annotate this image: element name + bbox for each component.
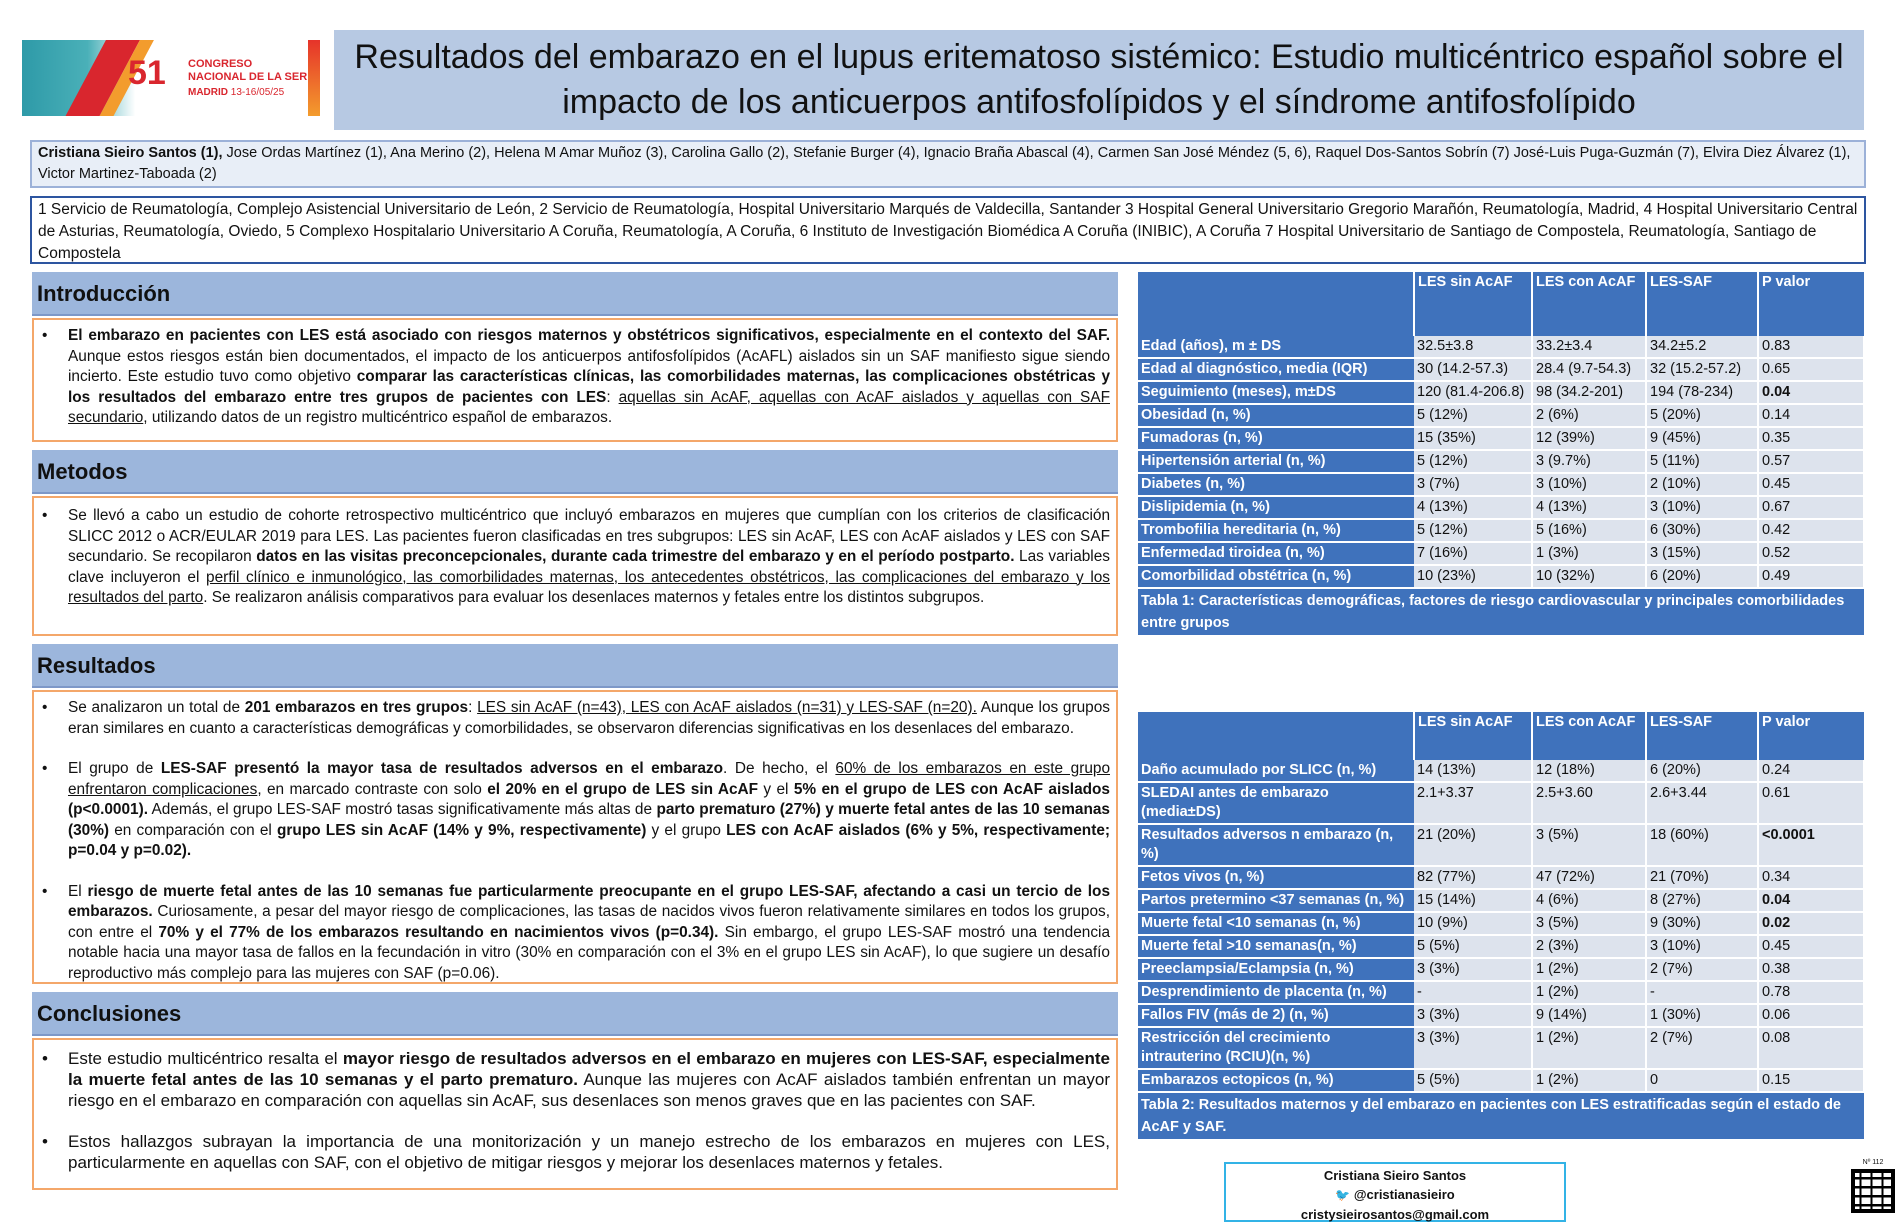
logo-dates: MADRID 13-16/05/25 (188, 87, 285, 98)
table-cell: 9 (45%) (1646, 427, 1758, 450)
poster-title: Resultados del embarazo en el lupus eritematoso sistémico: Estudio multicéntrico español sobre el impacto de los anticuerpos antifosfolípidos y el síndrome antifosfolípido (334, 30, 1864, 130)
results-bullet-3: • El riesgo de muerte fetal antes de las 10 semanas fue particularmente preocupante en el grupo LES-SAF, afectando a casi un tercio de los embarazos. Curiosamente, a pesar del mayor riesgo de complicaciones, las tasas de nacidos vivos fueron relativamente similares en todos los grupos, con entre el 70% y el 77% de los embarazos resultando en nacimientos vivos (p=0.34). Sin embargo, el grupo LES-SAF mostró una tendencia notable hacia una mayor tasa de fallos en la fecundación in vitro (30% en comparación con el 3% en el grupo LES sin AcAF), lo que sugiere un desafío reproductivo más complejo para las mujeres con SAF (p=0.06). (42, 882, 1110, 985)
table-cell: 6 (20%) (1646, 760, 1758, 782)
row-label: Embarazos ectopicos (n, %) (1138, 1069, 1414, 1092)
table-row (1138, 912, 1864, 935)
logo-number: 51 (128, 54, 166, 92)
results-bullet-2: • El grupo de LES-SAF presentó la mayor tasa de resultados adversos en el embarazo. De hecho, el 60% de los embarazos en este grupo enfrentaron complicaciones, en marcado contraste con solo el 20% en el grupo de LES sin AcAF y el 5% en el grupo de LES con AcAF aislados (p<0.0001). Además, el grupo LES-SAF mostró tasas significativamente más altas de parto prematuro (27%) y muerte fetal antes de las 10 semanas (30%) en comparación con el grupo LES sin AcAF (14% y 9%, respectivamente) y el grupo LES con AcAF aislados (6% y 5%, respectivamente; p=0.04 y p=0.02). (42, 759, 1110, 862)
row-label: Preeclampsia/Eclampsia (n, %) (1138, 958, 1414, 981)
row-label: Restricción del crecimiento intrauterino (RCIU)(n, %) (1138, 1027, 1414, 1069)
p-value-cell: 0.57 (1758, 450, 1864, 473)
lead-author: Cristiana Sieiro Santos (1), (38, 145, 223, 161)
table-2 (1138, 712, 1865, 1139)
table-row (1138, 519, 1864, 542)
table-cell: 2 (10%) (1646, 473, 1758, 496)
table-cell: 1 (2%) (1532, 1069, 1646, 1092)
table-cell: 3 (7%) (1414, 473, 1532, 496)
p-value-cell: 0.34 (1758, 866, 1864, 889)
table2-header: LES sin AcAF (1414, 712, 1532, 760)
table-cell: 1 (2%) (1532, 958, 1646, 981)
p-value-cell: 0.35 (1758, 427, 1864, 450)
methods-bullet: • Se llevó a cabo un estudio de cohorte retrospectivo multicéntrico que incluyó embarazos en mujeres que cumplían con los criterios de clasificación SLICC 2012 o ACR/EULAR 2019 para LES. Las pacientes fueron clasificadas en tres subgrupos: LES sin AcAF, LES con AcAF aislados y LES con SAF secundario. Se recopilaron datos en las visitas preconcepcionales, durante cada trimestre del embarazo y en el período postparto. Las variables clave incluyeron el perfil clínico e inmunológico, las comorbilidades maternas, los antecedentes obstétricos, las complicaciones del embarazo y los resultados del parto. Se realizaron análisis comparativos para evaluar los desenlaces maternos y fetales entre los distintos subgrupos. (42, 506, 1110, 609)
table-cell: 3 (3%) (1414, 1027, 1532, 1069)
table-cell: 9 (30%) (1646, 912, 1758, 935)
table-cell: 32 (15.2-57.2) (1646, 358, 1758, 381)
table-cell: 10 (23%) (1414, 565, 1532, 588)
p-value-cell: 0.14 (1758, 404, 1864, 427)
table-cell: 34.2±5.2 (1646, 336, 1758, 358)
table-row (1138, 782, 1864, 824)
table-cell: 2 (7%) (1646, 958, 1758, 981)
p-value-cell: 0.49 (1758, 565, 1864, 588)
table-cell: 3 (10%) (1646, 496, 1758, 519)
row-label: Enfermedad tiroidea (n, %) (1138, 542, 1414, 565)
table2-corner (1138, 712, 1414, 760)
table-cell: 12 (39%) (1532, 427, 1646, 450)
congress-logo (22, 40, 320, 116)
table-cell: 14 (13%) (1414, 760, 1532, 782)
row-label: Partos pretermino <37 semanas (n, %) (1138, 889, 1414, 912)
table2-caption: Tabla 2: Resultados maternos y del embarazo en pacientes con LES estratificadas según el estado de AcAF y SAF. (1138, 1092, 1864, 1139)
table-cell: 7 (16%) (1414, 542, 1532, 565)
table-row (1138, 760, 1864, 782)
table1-corner (1138, 272, 1414, 336)
table-cell: 9 (14%) (1532, 1004, 1646, 1027)
table-1 (1138, 272, 1865, 635)
authors-box (30, 140, 1866, 188)
table-cell: 5 (16%) (1532, 519, 1646, 542)
table-row (1138, 958, 1864, 981)
table-cell: 15 (35%) (1414, 427, 1532, 450)
p-value-cell: <0.0001 (1758, 824, 1864, 866)
row-label: Obesidad (n, %) (1138, 404, 1414, 427)
table-cell: 2.5+3.60 (1532, 782, 1646, 824)
qr-code (1850, 1158, 1896, 1220)
results-bullet-1: • Se analizaron un total de 201 embarazos en tres grupos: LES sin AcAF (n=43), LES con AcAF aislados (n=31) y LES-SAF (n=20). Aunque los grupos eran similares en cuanto a características demográficas y comorbilidades, se observaron diferencias significativas en los desenlaces del embarazo. (42, 698, 1110, 739)
table-cell: 5 (12%) (1414, 404, 1532, 427)
logo-line2: NACIONAL DE LA SER (188, 71, 308, 83)
table-cell: 47 (72%) (1532, 866, 1646, 889)
table-cell: 2.6+3.44 (1646, 782, 1758, 824)
p-value-cell: 0.83 (1758, 336, 1864, 358)
row-label: Resultados adversos n embarazo (n, %) (1138, 824, 1414, 866)
table2-header: LES-SAF (1646, 712, 1758, 760)
qr-code-icon (1851, 1169, 1895, 1213)
table-row (1138, 381, 1864, 404)
table-row (1138, 1069, 1864, 1092)
table-cell: 1 (2%) (1532, 1027, 1646, 1069)
table-cell: 3 (3%) (1414, 1004, 1532, 1027)
conclusions-body (32, 1038, 1118, 1190)
row-label: Edad al diagnóstico, media (IQR) (1138, 358, 1414, 381)
conclusions-heading: Conclusiones (32, 992, 1118, 1036)
co-authors: Jose Ordas Martínez (1), Ana Merino (2), Helena M Amar Muñoz (3), Carolina Gallo (2), Stefanie Burger (4), Ignacio Braña Abascal (4), Carmen San José Méndez (5, 6), Raquel Dos-Santos Sobrín (7) José-Luis Puga-Guzmán (7), Elvira Diez Álvarez (1), Victor Martinez-Taboada (2) (38, 145, 1851, 182)
affiliations-box: 1 Servicio de Reumatología, Complejo Asistencial Universitario de León, 2 Servicio de Reumatología, Hospital Universitario Marqués de Valdecilla, Santander 3 Hospital General Universitario Gregorio Marañón, Reumatología, Madrid, 4 Hospital Universitario Central de Asturias, Reumatología, Oviedo, 5 Complexo Hospitalario Universitario A Coruña, Reumatología, A Coruña, 6 Instituto de Investigación Biomédica A Coruña (INIBIC), A Coruña 7 Hospital Universitario de Santiago de Compostela, Reumatología, Santiago de Compostela (30, 196, 1866, 264)
row-label: Fallos FIV (más de 2) (n, %) (1138, 1004, 1414, 1027)
row-label: Daño acumulado por SLICC (n, %) (1138, 760, 1414, 782)
row-label: Muerte fetal >10 semanas(n, %) (1138, 935, 1414, 958)
contact-twitter: 🐦 @cristianasieiro (1335, 1187, 1455, 1202)
table-cell: 82 (77%) (1414, 866, 1532, 889)
row-label: Hipertensión arterial (n, %) (1138, 450, 1414, 473)
table-cell: 3 (5%) (1532, 824, 1646, 866)
p-value-cell: 0.06 (1758, 1004, 1864, 1027)
table-cell: 3 (15%) (1646, 542, 1758, 565)
table1-caption: Tabla 1: Características demográficas, factores de riesgo cardiovascular y principales comorbilidades entre grupos (1138, 588, 1864, 635)
table-row (1138, 358, 1864, 381)
table-cell: 5 (5%) (1414, 1069, 1532, 1092)
p-value-cell: 0.38 (1758, 958, 1864, 981)
table-cell: 120 (81.4-206.8) (1414, 381, 1532, 404)
table-cell: 1 (3%) (1532, 542, 1646, 565)
table-cell: 2 (7%) (1646, 1027, 1758, 1069)
table-cell: 5 (11%) (1646, 450, 1758, 473)
table-cell: 3 (9.7%) (1532, 450, 1646, 473)
intro-heading: Introducción (32, 272, 1118, 316)
table-cell: 33.2±3.4 (1532, 336, 1646, 358)
table-cell: 5 (5%) (1414, 935, 1532, 958)
table-cell: 10 (9%) (1414, 912, 1532, 935)
table-row (1138, 1004, 1864, 1027)
table-cell: 2 (6%) (1532, 404, 1646, 427)
p-value-cell: 0.24 (1758, 760, 1864, 782)
row-label: Trombofilia hereditaria (n, %) (1138, 519, 1414, 542)
table-cell: 4 (13%) (1414, 496, 1532, 519)
row-label: Diabetes (n, %) (1138, 473, 1414, 496)
p-value-cell: 0.67 (1758, 496, 1864, 519)
table1-header: LES sin AcAF (1414, 272, 1532, 336)
table-cell: 5 (12%) (1414, 519, 1532, 542)
p-value-cell: 0.04 (1758, 381, 1864, 404)
table-cell: 12 (18%) (1532, 760, 1646, 782)
table-row (1138, 427, 1864, 450)
row-label: SLEDAI antes de embarazo (media±DS) (1138, 782, 1414, 824)
table-row (1138, 935, 1864, 958)
poster-number: Nº 112 (1862, 1159, 1884, 1166)
p-value-cell: 0.45 (1758, 935, 1864, 958)
table-cell: 15 (14%) (1414, 889, 1532, 912)
table-cell: 21 (20%) (1414, 824, 1532, 866)
table-cell: 4 (6%) (1532, 889, 1646, 912)
table-cell: 5 (20%) (1646, 404, 1758, 427)
row-label: Edad (años), m ± DS (1138, 336, 1414, 358)
table-row (1138, 889, 1864, 912)
table-row (1138, 473, 1864, 496)
table-row (1138, 1027, 1864, 1069)
table-cell: 10 (32%) (1532, 565, 1646, 588)
intro-bullet: • El embarazo en pacientes con LES está asociado con riesgos maternos y obstétricos significativos, especialmente en el contexto del SAF. Aunque estos riesgos están bien documentados, el impacto de los anticuerpos antifosfolípidos (AcAFL) aislados sin un SAF manifiesto sigue siendo incierto. Este estudio tuvo como objetivo comparar las características clínicas, las comorbilidades maternas, las complicaciones obstétricas y los resultados del embarazo entre tres grupos de pacientes con LES: aquellas sin AcAF, aquellas con AcAF aislados y aquellas con SAF secundario, utilizando datos de un registro multicéntrico español de embarazos. (42, 326, 1110, 429)
contact-email: cristysieirosantos@gmail.com (1300, 1207, 1490, 1222)
p-value-cell: 0.04 (1758, 889, 1864, 912)
p-value-cell: 0.65 (1758, 358, 1864, 381)
row-label: Seguimiento (meses), m±DS (1138, 381, 1414, 404)
table-cell: 3 (10%) (1532, 473, 1646, 496)
table-cell: 18 (60%) (1646, 824, 1758, 866)
table2-header: P valor (1758, 712, 1864, 760)
p-value-cell: 0.52 (1758, 542, 1864, 565)
p-value-cell: 0.08 (1758, 1027, 1864, 1069)
table-cell: - (1646, 981, 1758, 1004)
table-row (1138, 824, 1864, 866)
contact-name: Cristiana Sieiro Santos (1323, 1168, 1467, 1183)
p-value-cell: 0.78 (1758, 981, 1864, 1004)
table-cell: 0 (1646, 1069, 1758, 1092)
table-row (1138, 450, 1864, 473)
table-cell: 3 (3%) (1414, 958, 1532, 981)
table-row (1138, 565, 1864, 588)
table1-header: LES-SAF (1646, 272, 1758, 336)
logo-line1: CONGRESO (188, 58, 253, 70)
table-row (1138, 981, 1864, 1004)
conclusions-bullet-2: • Estos hallazgos subrayan la importancia de una monitorización y un manejo estrecho de los embarazos en mujeres con LES, particularmente en aquellas con SAF, con el objetivo de mitigar riesgos y mejorar los desenlaces maternos y fetales. (42, 1131, 1110, 1173)
table-cell: - (1414, 981, 1532, 1004)
table-cell: 8 (27%) (1646, 889, 1758, 912)
conclusions-bullet-1: • Este estudio multicéntrico resalta el mayor riesgo de resultados adversos en el embarazo en mujeres con LES-SAF, especialmente la muerte fetal antes de las 10 semanas y el parto prematuro. Aunque las mujeres con AcAF aislados también enfrentan un mayor riesgo en el embarazo en comparación con aquellas sin AcAF, sus desenlaces son menos graves que en las pacientes con SAF. (42, 1048, 1110, 1111)
table-cell: 32.5±3.8 (1414, 336, 1532, 358)
p-value-cell: 0.02 (1758, 912, 1864, 935)
table-row (1138, 866, 1864, 889)
twitter-icon: 🐦 (1335, 1188, 1351, 1202)
intro-body (32, 318, 1118, 442)
table-cell: 4 (13%) (1532, 496, 1646, 519)
table-cell: 21 (70%) (1646, 866, 1758, 889)
results-heading: Resultados (32, 644, 1118, 688)
row-label: Dislipidemia (n, %) (1138, 496, 1414, 519)
table2-header: LES con AcAF (1532, 712, 1646, 760)
table-cell: 3 (10%) (1646, 935, 1758, 958)
table-cell: 98 (34.2-201) (1532, 381, 1646, 404)
methods-heading: Metodos (32, 450, 1118, 494)
table-cell: 2.1+3.37 (1414, 782, 1532, 824)
row-label: Comorbilidad obstétrica (n, %) (1138, 565, 1414, 588)
contact-box (1224, 1162, 1566, 1222)
p-value-cell: 0.45 (1758, 473, 1864, 496)
table-row (1138, 496, 1864, 519)
table-cell: 1 (30%) (1646, 1004, 1758, 1027)
table-row (1138, 542, 1864, 565)
table-cell: 5 (12%) (1414, 450, 1532, 473)
table-cell: 6 (30%) (1646, 519, 1758, 542)
table-cell: 30 (14.2-57.3) (1414, 358, 1532, 381)
table-row (1138, 404, 1864, 427)
table-row (1138, 336, 1864, 358)
table-cell: 3 (5%) (1532, 912, 1646, 935)
table1-header: LES con AcAF (1532, 272, 1646, 336)
table1-header: P valor (1758, 272, 1864, 336)
row-label: Desprendimiento de placenta (n, %) (1138, 981, 1414, 1004)
row-label: Muerte fetal <10 semanas (n, %) (1138, 912, 1414, 935)
p-value-cell: 0.15 (1758, 1069, 1864, 1092)
table-cell: 2 (3%) (1532, 935, 1646, 958)
table-cell: 194 (78-234) (1646, 381, 1758, 404)
row-label: Fetos vivos (n, %) (1138, 866, 1414, 889)
table-cell: 1 (2%) (1532, 981, 1646, 1004)
p-value-cell: 0.42 (1758, 519, 1864, 542)
results-body (32, 690, 1118, 984)
methods-body (32, 496, 1118, 636)
row-label: Fumadoras (n, %) (1138, 427, 1414, 450)
table-cell: 28.4 (9.7-54.3) (1532, 358, 1646, 381)
p-value-cell: 0.61 (1758, 782, 1864, 824)
table-cell: 6 (20%) (1646, 565, 1758, 588)
